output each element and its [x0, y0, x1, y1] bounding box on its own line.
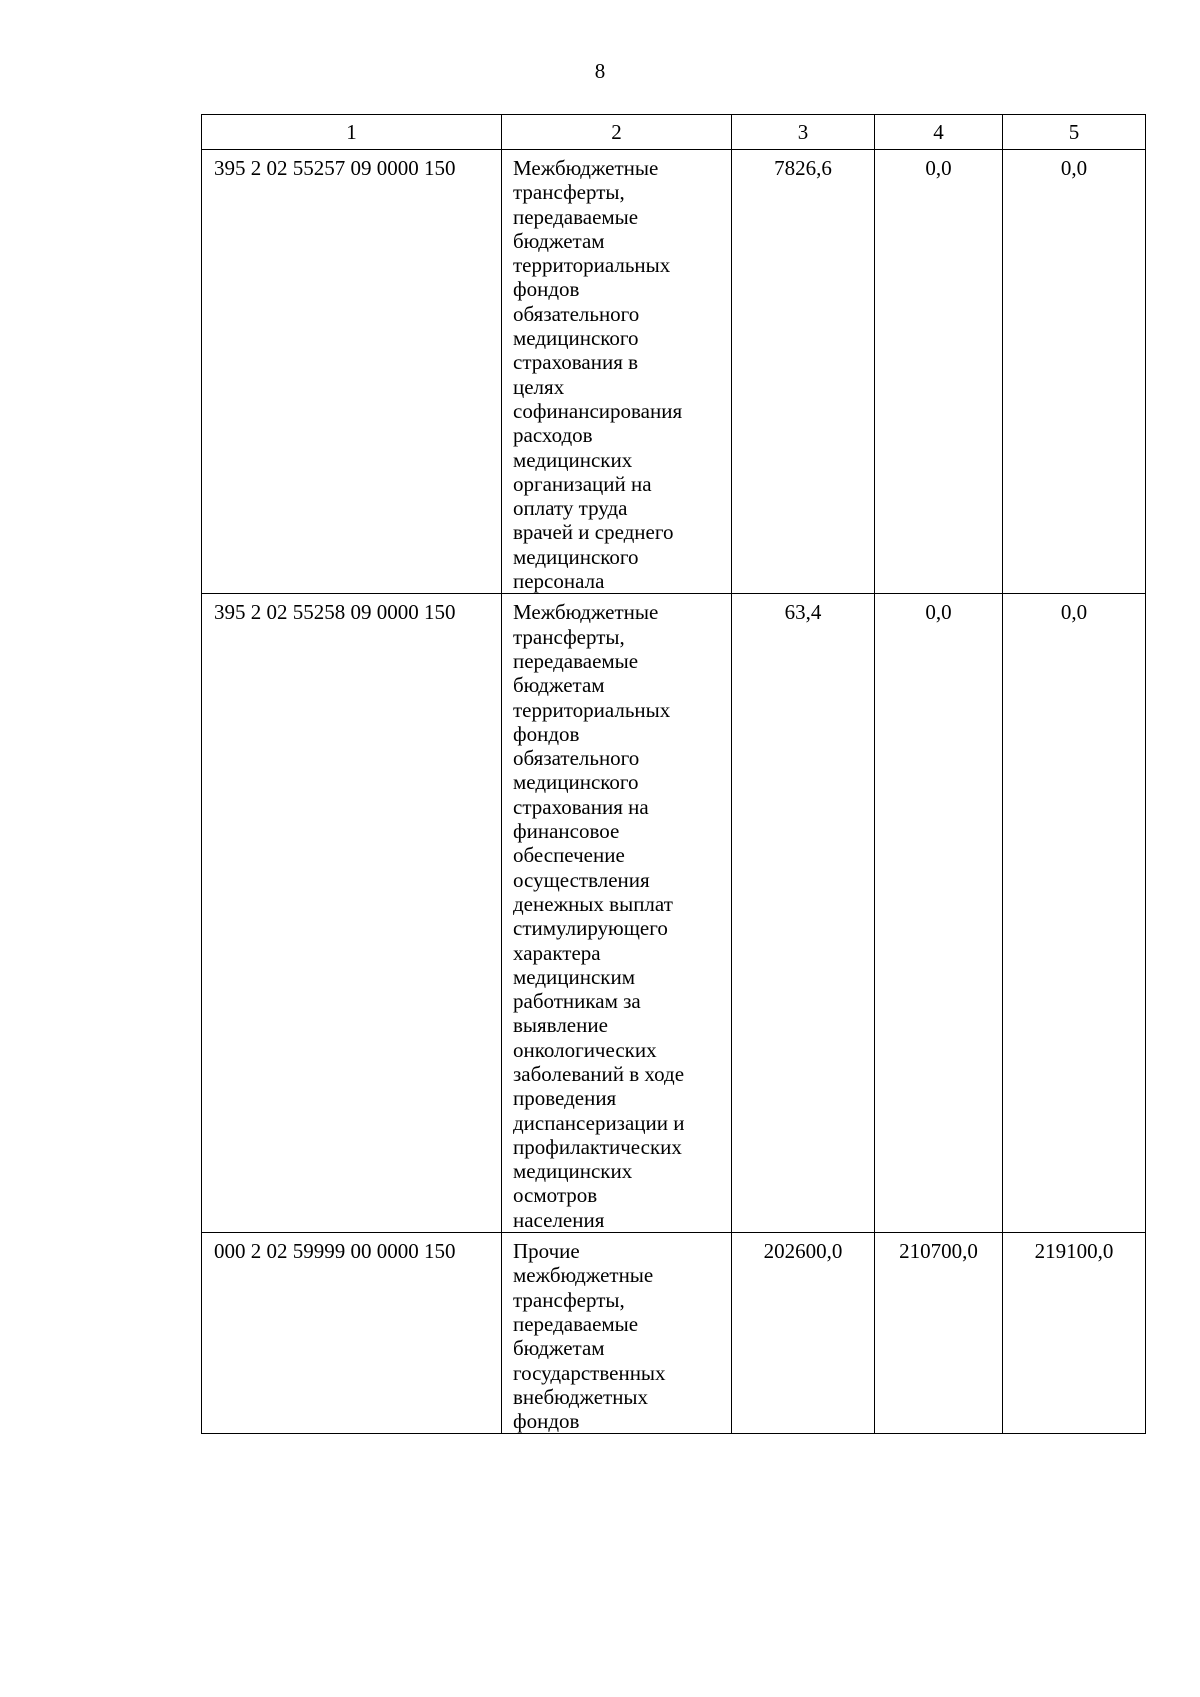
description-line: государственных	[513, 1360, 666, 1385]
budget-table	[201, 114, 1146, 1434]
description-line: Прочие	[513, 1239, 580, 1264]
description-line: организаций на	[513, 471, 652, 496]
description-line: медицинских	[513, 447, 633, 472]
description-line: медицинских	[513, 1159, 633, 1184]
description-line: территориальных	[513, 697, 671, 722]
table-row	[202, 150, 1146, 594]
description-line: осуществления	[513, 867, 650, 892]
table-row	[202, 1233, 1146, 1434]
description-line: населения	[513, 1207, 605, 1232]
description-line: онкологических	[513, 1037, 657, 1062]
description-line: заболеваний в ходе	[513, 1061, 685, 1086]
description-line: выявление	[513, 1013, 608, 1038]
description-line: оплату труда	[513, 496, 628, 521]
value-col5-cell: 0,0	[1003, 150, 1146, 594]
description-line: стимулирующего	[513, 916, 668, 941]
description-line: диспансеризации и	[513, 1110, 685, 1135]
description-line: бюджетам	[513, 1336, 605, 1361]
description-line: бюджетам	[513, 673, 605, 698]
table-header-row	[202, 115, 1146, 150]
description-line: территориальных	[513, 253, 671, 278]
description-line: работникам за	[513, 989, 641, 1014]
budget-code-cell: 395 2 02 55257 09 0000 150	[202, 150, 502, 594]
header-cell-2: 2	[502, 115, 732, 150]
header-cell-3: 3	[732, 115, 875, 150]
description-line: трансферты,	[513, 180, 625, 205]
header-cell-4: 4	[875, 115, 1003, 150]
description-line: медицинским	[513, 964, 636, 989]
value-col5-cell: 219100,0	[1003, 1233, 1146, 1434]
page-number: 8	[594, 59, 606, 83]
value-col4-cell: 0,0	[875, 150, 1003, 594]
description-line: осмотров	[513, 1183, 598, 1208]
description-line: финансовое	[513, 819, 620, 844]
description-line: проведения	[513, 1086, 617, 1111]
table-row	[202, 594, 1146, 1233]
value-col3-cell: 63,4	[732, 594, 875, 1233]
description-line: фондов	[513, 1409, 580, 1434]
description-line: софинансирования	[513, 398, 683, 423]
budget-code-cell: 000 2 02 59999 00 0000 150	[202, 1233, 502, 1434]
description-line: трансферты,	[513, 1287, 625, 1312]
header-cell-5: 5	[1003, 115, 1146, 150]
description-line: медицинского	[513, 544, 639, 569]
description-cell	[502, 594, 732, 1233]
description-line: персонала	[513, 569, 605, 594]
description-line: врачей и среднего	[513, 520, 674, 545]
value-col4-cell: 210700,0	[875, 1233, 1003, 1434]
description-line: бюджетам	[513, 228, 605, 253]
description-cell	[502, 150, 732, 594]
value-col3-cell: 202600,0	[732, 1233, 875, 1434]
value-col5-cell: 0,0	[1003, 594, 1146, 1233]
header-cell-1: 1	[202, 115, 502, 150]
description-line: фондов	[513, 721, 580, 746]
budget-code-cell: 395 2 02 55258 09 0000 150	[202, 594, 502, 1233]
description-line: денежных выплат	[513, 891, 673, 916]
description-line: обязательного	[513, 301, 640, 326]
description-line: характера	[513, 940, 601, 965]
description-line: внебюджетных	[513, 1384, 649, 1409]
description-line: обязательного	[513, 746, 640, 771]
description-line: страхования в	[513, 350, 639, 375]
description-line: медицинского	[513, 326, 639, 351]
description-line: передаваемые	[513, 204, 639, 229]
description-line: передаваемые	[513, 648, 639, 673]
description-line: трансферты,	[513, 624, 625, 649]
description-line: расходов	[513, 423, 593, 448]
description-line: передаваемые	[513, 1311, 639, 1336]
description-line: межбюджетные	[513, 1263, 654, 1288]
description-cell	[502, 1233, 732, 1434]
description-line: фондов	[513, 277, 580, 302]
description-line: профилактических	[513, 1134, 682, 1159]
description-line: Межбюджетные	[513, 156, 659, 180]
description-line: Межбюджетные	[513, 600, 659, 625]
description-line: целях	[513, 374, 565, 399]
value-col3-cell: 7826,6	[732, 150, 875, 594]
description-line: обеспечение	[513, 843, 625, 868]
value-col4-cell: 0,0	[875, 594, 1003, 1233]
description-line: страхования на	[513, 794, 649, 819]
description-line: медицинского	[513, 770, 639, 795]
